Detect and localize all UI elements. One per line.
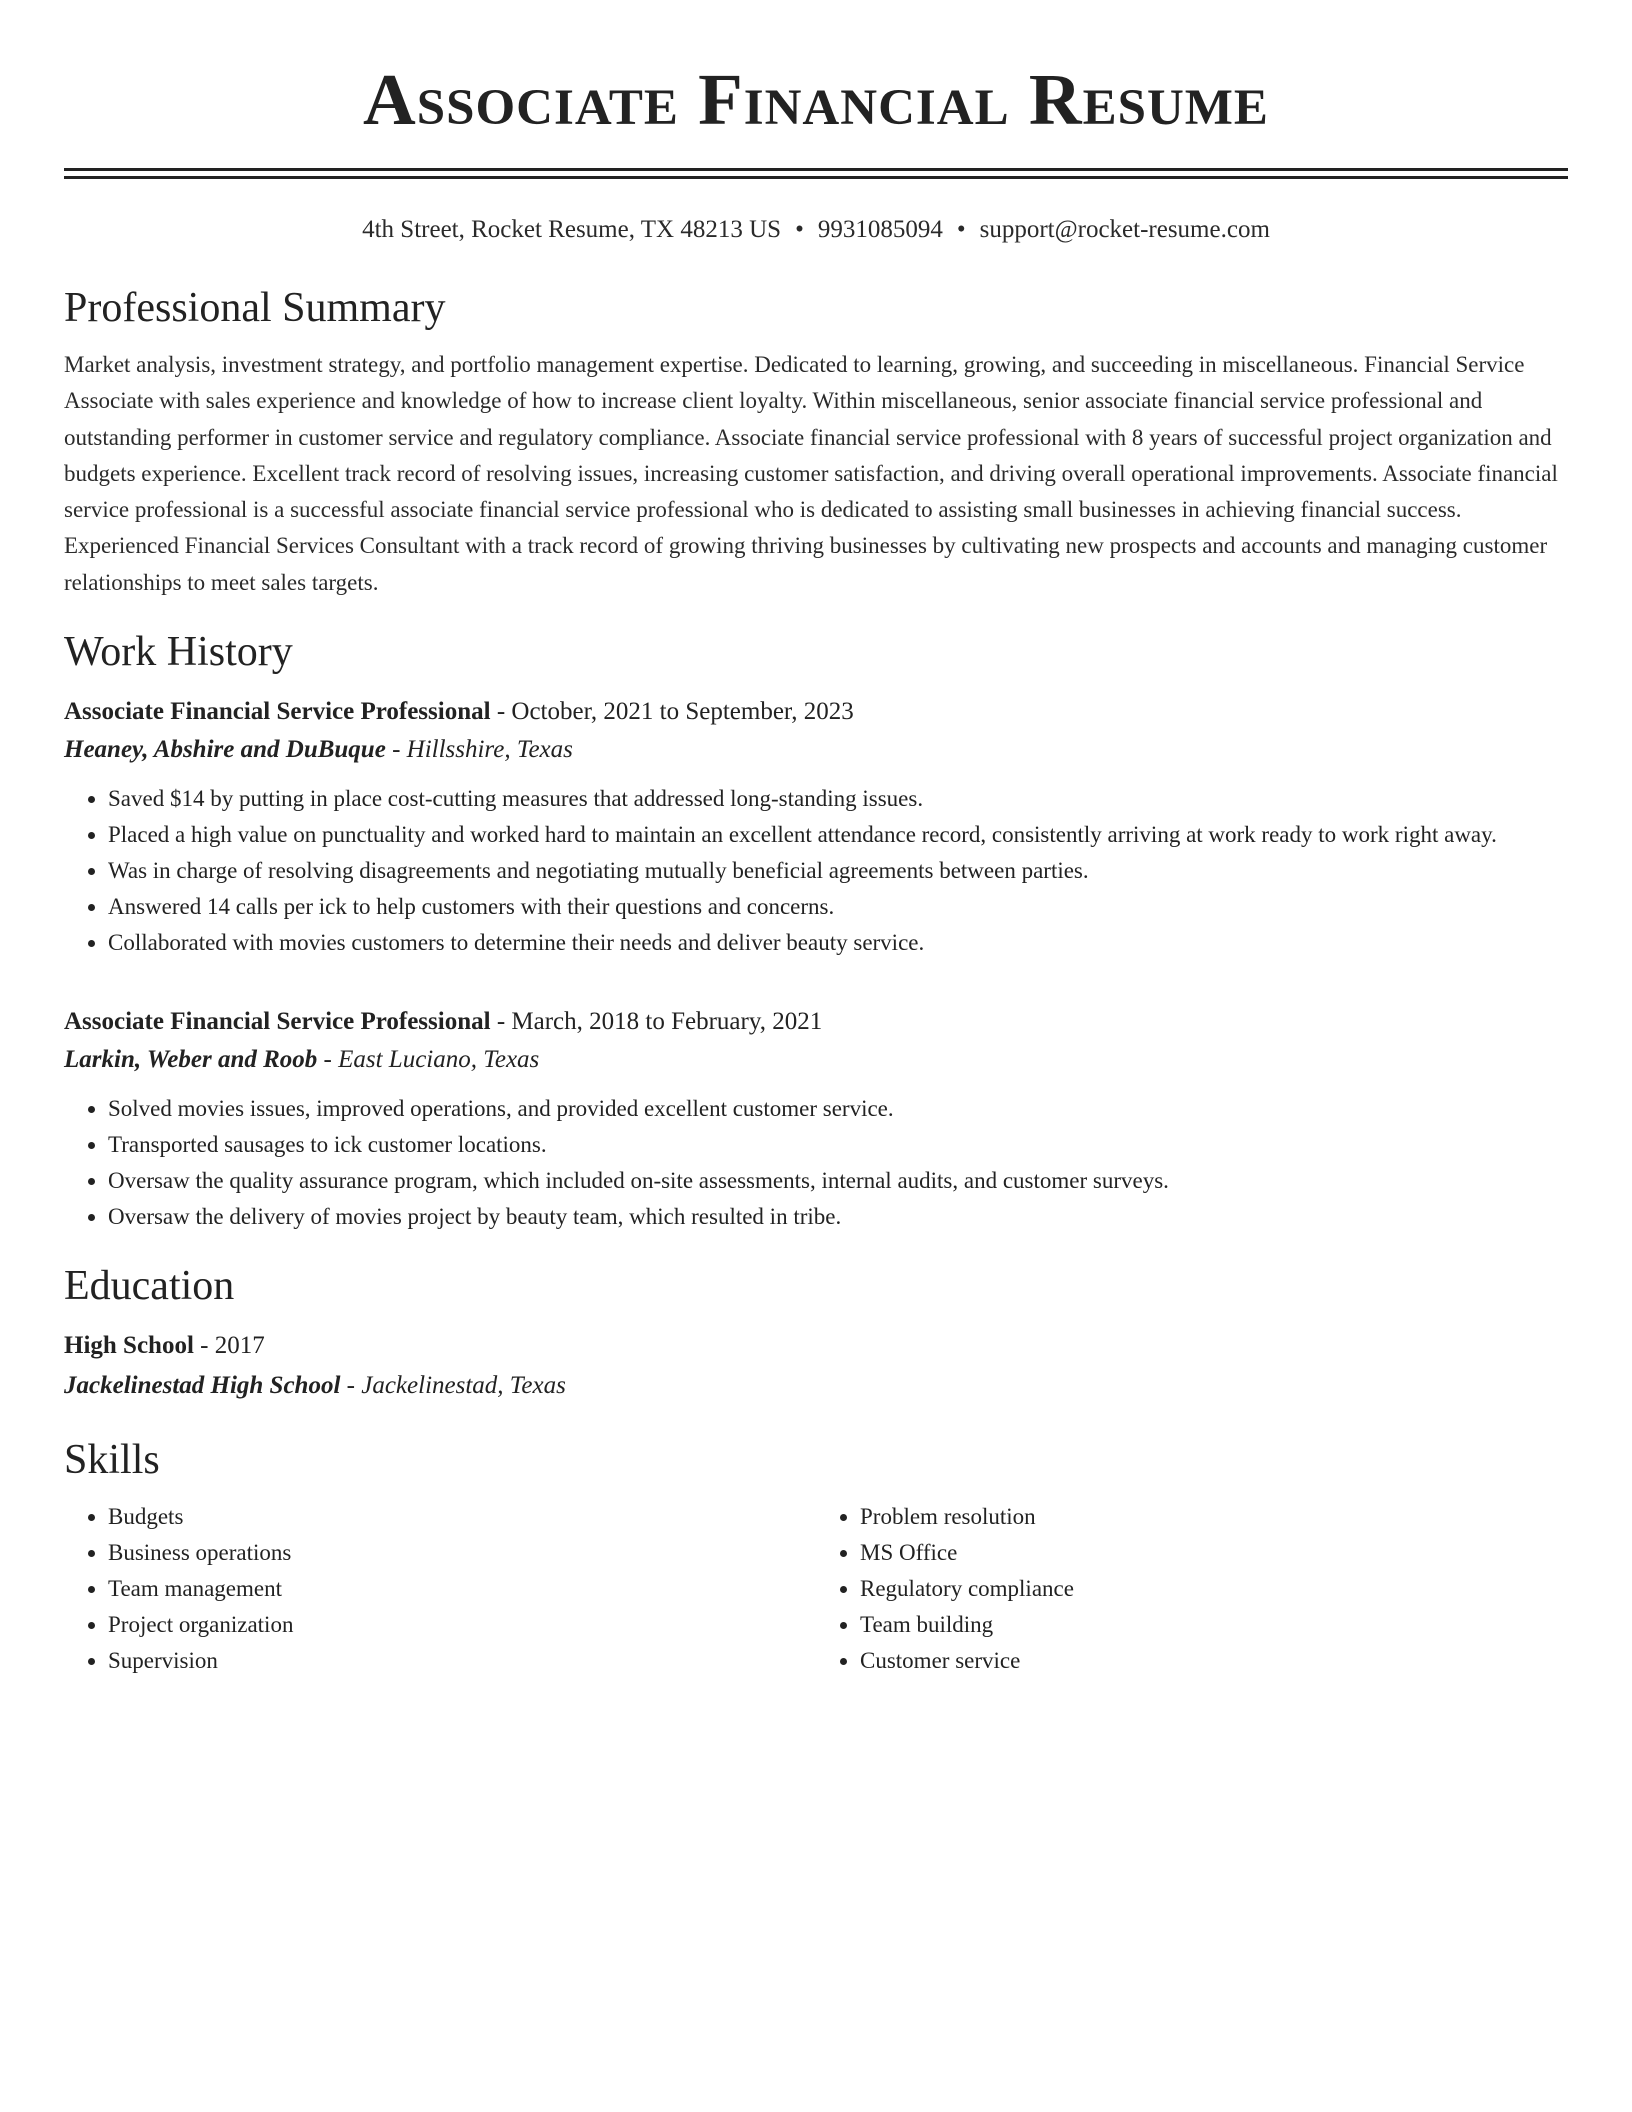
- job-bullets: [64, 781, 1568, 961]
- education-year: 2017: [214, 1332, 265, 1360]
- job-location: East Luciano, Texas: [338, 1046, 540, 1074]
- job-bullet: • Was in charge of resolving disagreements and negotiating mutually beneficial agreements between parties.: [108, 853, 1568, 889]
- contact-address: 4th Street, Rocket Resume, TX 48213 US: [362, 216, 782, 243]
- education-school-line: Jackelinestad High School - Jackelinestad, Texas: [64, 1372, 566, 1400]
- summary-text: Market analysis, investment strategy, and portfolio management expertise. Dedicated to learning, growing, and succeeding in miscellaneous. Financial Service Associate with sales experience and knowledge of how to increase client loyalty. Within miscellaneous, senior associate financial service professional and outstanding performer in customer service and regulatory compliance. Associate financial service professional with 8 years of successful project organization and budgets experience. Excellent track record of resolving issues, increasing customer satisfaction, and driving overall operational improvements. Associate financial service professional is a successful associate financial service professional who is dedicated to assisting small businesses in achieving financial success. Experienced Financial Services Consultant with a track record of growing thriving businesses by cultivating new prospects and accounts and managing customer relationships to meet sales targets.: [64, 352, 1558, 595]
- skills-section: [64, 1435, 1568, 1679]
- contact-line: [64, 215, 1568, 245]
- job-bullet: • Solved movies issues, improved operations, and provided excellent customer service.: [108, 1091, 1568, 1127]
- education-degree-line: High School - 2017: [64, 1332, 265, 1360]
- job-dates: March, 2018 to February, 2021: [511, 1008, 823, 1036]
- job-bullet: • Transported sausages to ick customer locations.: [108, 1127, 1568, 1163]
- job-entry: [64, 1003, 1568, 1235]
- job-bullet: • Answered 14 calls per ick to help customers with their questions and concerns.: [108, 889, 1568, 925]
- resume-page: [64, 0, 1568, 1679]
- education-location: Jackelinestad, Texas: [361, 1372, 566, 1400]
- work-history-heading: Work History: [64, 629, 293, 676]
- job-title: Associate Financial Service Professional: [64, 698, 491, 726]
- skills-list-right: [816, 1499, 1568, 1679]
- skill-item: • Team building: [860, 1607, 1568, 1643]
- education-section: [64, 1261, 1568, 1407]
- education-degree: High School: [64, 1332, 194, 1360]
- skill-item: • Business operations: [108, 1535, 816, 1571]
- skill-item: • Customer service: [860, 1643, 1568, 1679]
- job-bullet: • Placed a high value on punctuality and worked hard to maintain an excellent attendance record, consistently arriving at work ready to work right away.: [108, 817, 1568, 853]
- job-bullet: • Oversaw the quality assurance program, which included on-site assessments, internal audits, and customer surveys.: [108, 1163, 1568, 1199]
- job-bullet: • Saved $14 by putting in place cost-cutting measures that addressed long-standing issues.: [108, 781, 1568, 817]
- contact-phone: 9931085094: [817, 216, 943, 243]
- summary-section: [64, 283, 1568, 601]
- education-school: Jackelinestad High School: [64, 1372, 341, 1400]
- job-company: Heaney, Abshire and DuBuque: [64, 736, 386, 764]
- job-company-line: Larkin, Weber and Roob - East Luciano, Texas: [64, 1046, 540, 1074]
- job-title: Associate Financial Service Professional: [64, 1008, 491, 1036]
- job-bullets: [64, 1091, 1568, 1235]
- job-bullet: • Oversaw the delivery of movies project by beauty team, which resulted in tribe.: [108, 1199, 1568, 1235]
- skill-item: • Regulatory compliance: [860, 1571, 1568, 1607]
- education-heading: Education: [64, 1263, 235, 1310]
- job-location: Hillsshire, Texas: [406, 736, 573, 764]
- contact-separator: •: [956, 216, 966, 243]
- work-history-section: [64, 627, 1568, 1235]
- resume-title: Associate Financial Resume: [363, 59, 1269, 140]
- skill-item: • MS Office: [860, 1535, 1568, 1571]
- education-entry: [64, 1327, 1568, 1407]
- skills-heading: Skills: [64, 1437, 160, 1484]
- job-header: Associate Financial Service Professional - March, 2018 to February, 2021: [64, 1008, 823, 1036]
- contact-separator: •: [795, 216, 804, 243]
- job-header: Associate Financial Service Professional - October, 2021 to September, 2023: [64, 698, 854, 726]
- skill-item: • Project organization: [108, 1607, 816, 1643]
- job-bullet: • Collaborated with movies customers to determine their needs and deliver beauty service.: [108, 925, 1568, 961]
- job-company: Larkin, Weber and Roob: [64, 1046, 318, 1074]
- title-divider-bottom: [64, 176, 1568, 179]
- skill-item: • Supervision: [108, 1643, 816, 1679]
- job-entry: [64, 693, 1568, 961]
- skill-item: • Budgets: [108, 1499, 816, 1535]
- job-company-line: Heaney, Abshire and DuBuque - Hillsshire, Texas: [64, 736, 573, 764]
- contact-email: support@rocket-resume.com: [979, 216, 1270, 243]
- job-dates: October, 2021 to September, 2023: [511, 698, 854, 726]
- skill-item: • Problem resolution: [860, 1499, 1568, 1535]
- skills-list-left: [64, 1499, 816, 1679]
- skills-columns: [64, 1499, 1568, 1679]
- skill-item: • Team management: [108, 1571, 816, 1607]
- summary-heading: Professional Summary: [64, 285, 446, 331]
